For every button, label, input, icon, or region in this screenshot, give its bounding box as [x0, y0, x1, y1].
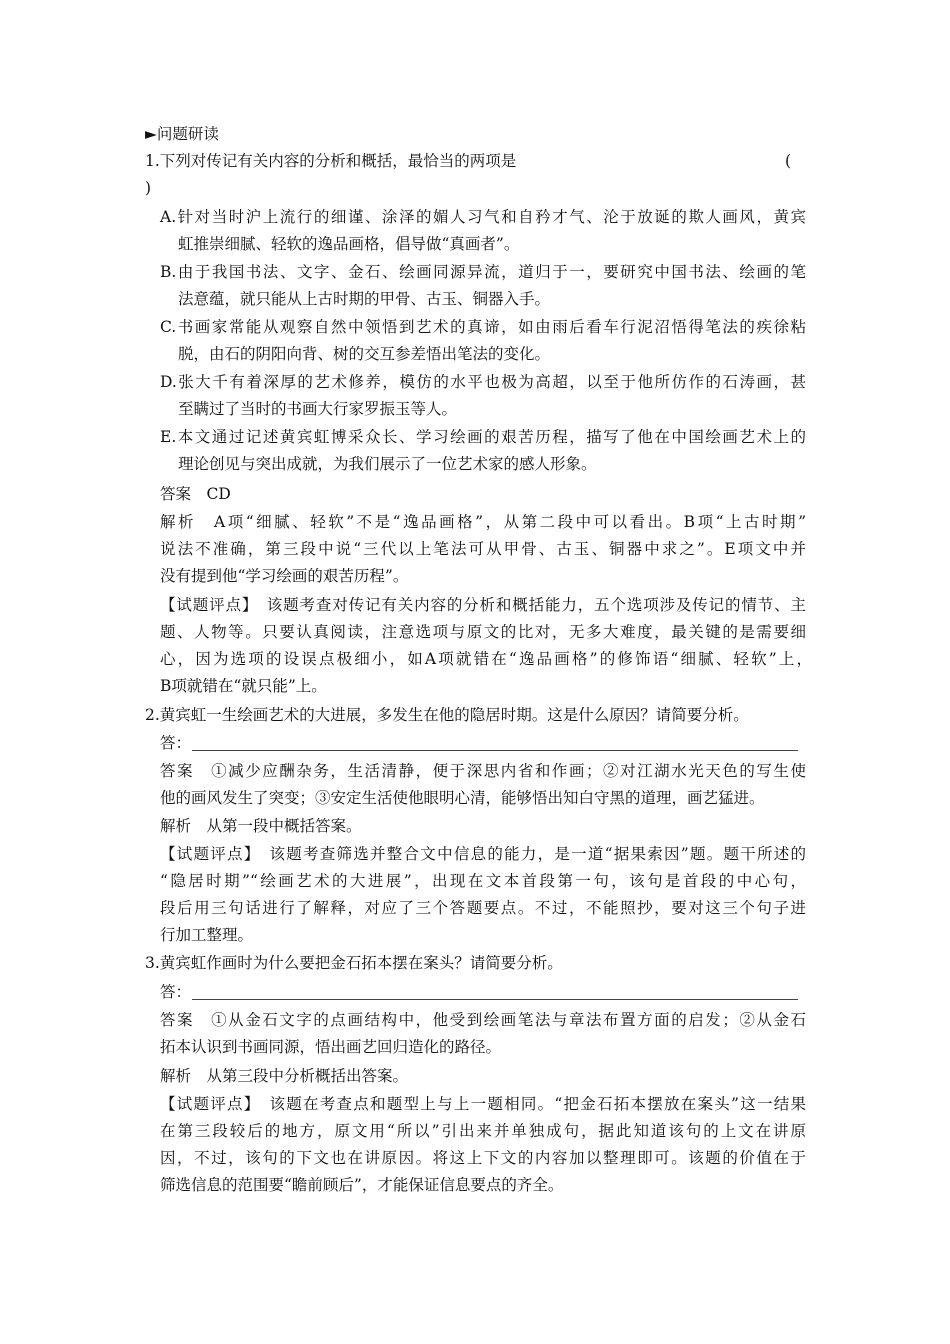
q1-option-a-line1: A.针对当时沪上流行的细谨、涂泽的媚人习气和自矜才气、沦于放诞的欺人画风，黄宾: [160, 208, 806, 226]
q1-comment-line4: B项就错在“就只能”上。: [160, 677, 327, 695]
q2-comment-line4: 行加工整理。: [160, 926, 254, 944]
q2-analysis: 解析 从第一段中概括答案。: [160, 817, 362, 835]
q3-answer-label: 答：: [160, 983, 192, 1001]
q1-analysis-line1: 解析 A项“细腻、轻软”不是“逸品画格”，从第二段中可以看出。B项“上古时期”: [160, 513, 806, 531]
q1-option-c-line1: C.书画家常能从观察自然中领悟到艺术的真谛，如由雨后看车行泥沼悟得笔法的疾徐粘: [160, 318, 806, 336]
q2-comment-line1: 【试题评点】 该题考查筛选并整合文中信息的能力，是一道“据果索因”题。题干所述的: [160, 845, 806, 863]
q2-comment-line2: “隐居时期”“绘画艺术的大进展”，出现在文本首段第一句，该句是首段的中心句，: [160, 872, 806, 890]
q1-analysis-line2: 说法不准确，第三段中说“三代以上笔法可从甲骨、古玉、铜器中求之”。E项文中并: [160, 540, 806, 558]
q1-answer: 答案 CD: [160, 485, 231, 503]
q3-comment-line2: 在第三段较后的地方，原文用“所以”引出来并单独成句，据此知道该句的上文在讲原: [160, 1122, 806, 1140]
q1-option-c-line2: 脱，由石的阴阳向背、树的交互参差悟出笔法的变化。: [178, 345, 551, 363]
q3-comment-line3: 因，不过，该句的下文也在讲原因。将这上下文的内容加以整理即可。该题的价值在于: [160, 1149, 806, 1167]
q1-bracket-close: ): [145, 179, 152, 197]
q3-comment-line4: 筛选信息的范围要“瞻前顾后”，才能保证信息要点的齐全。: [160, 1176, 564, 1194]
q1-comment-line2: 题、人物等。只要认真阅读，注意选项与原文的比对，无多大难度，最关键的是需要细: [160, 623, 806, 641]
q1-stem: 1.下列对传记有关内容的分析和概括，最恰当的两项是: [145, 152, 517, 170]
q1-option-d-line2: 至瞒过了当时的书画大行家罗振玉等人。: [178, 400, 458, 418]
q1-option-a-line2: 虹推崇细腻、轻软的逸品画格，倡导做“真画者”。: [178, 235, 520, 253]
q1-option-e-line2: 理论创见与突出成就，为我们展示了一位艺术家的感人形象。: [178, 455, 597, 473]
section-title: ►问题研读: [145, 125, 219, 143]
q2-answer-line2: 他的画风发生了突变；③安定生活使他眼明心清，能够悟出知白守黑的道理，画艺猛进。: [160, 789, 765, 807]
q3-answer-blank[interactable]: [192, 999, 798, 1000]
q2-answer-line1: 答案 ①减少应酬杂务，生活清静，便于深思内省和作画；②对江湖水光天色的写生使: [160, 762, 806, 780]
q3-answer-line1: 答案 ①从金石文字的点画结构中，他受到绘画笔法与章法布置方面的启发；②从金石: [160, 1011, 806, 1029]
q3-analysis: 解析 从第三段中分析概括出答案。: [160, 1067, 409, 1085]
q3-comment-line1: 【试题评点】 该题在考查点和题型上与上一题相同。“把金石拓本摆放在案头”这一结果: [160, 1095, 806, 1113]
q1-option-b-line1: B.由于我国书法、文字、金石、绘画同源异流，道归于一，要研究中国书法、绘画的笔: [160, 263, 806, 281]
q1-analysis-line3: 没有提到他“学习绘画的艰苦历程”。: [160, 567, 409, 585]
q2-comment-line3: 段后用三句话进行了解释，对应了三个答题要点。不过，不能照抄，要对这三个句子进: [160, 899, 806, 917]
q1-option-e-line1: E.本文通过记述黄宾虹博采众长、学习绘画的艰苦历程，描写了他在中国绘画艺术上的: [160, 428, 806, 446]
q1-option-d-line1: D.张大千有着深厚的艺术修养，模仿的水平也极为高超，以至于他所仿作的石涛画，甚: [160, 373, 806, 391]
q1-comment-line3: 心，因为选项的设误点极细小，如A项就错在“逸品画格”的修饰语“细腻、轻软”上，: [160, 650, 812, 668]
q1-option-b-line2: 法意蕴，就只能从上古时期的甲骨、古玉、铜器入手。: [178, 290, 551, 308]
q3-stem: 3.黄宾虹作画时为什么要把金石拓本摆在案头？请简要分析。: [145, 954, 563, 972]
q2-answer-blank[interactable]: [192, 750, 798, 751]
q2-stem: 2.黄宾虹一生绘画艺术的大进展，多发生在他的隐居时期。这是什么原因？请简要分析。: [145, 706, 749, 724]
q1-comment-line1: 【试题评点】 该题考查对传记有关内容的分析和概括能力，五个选项涉及传记的情节、主: [160, 596, 806, 614]
q1-bracket-open: (: [785, 152, 792, 170]
q2-answer-label: 答：: [160, 734, 192, 752]
q3-answer-line2: 拓本认识到书画同源，悟出画艺回归造化的路径。: [160, 1038, 502, 1056]
